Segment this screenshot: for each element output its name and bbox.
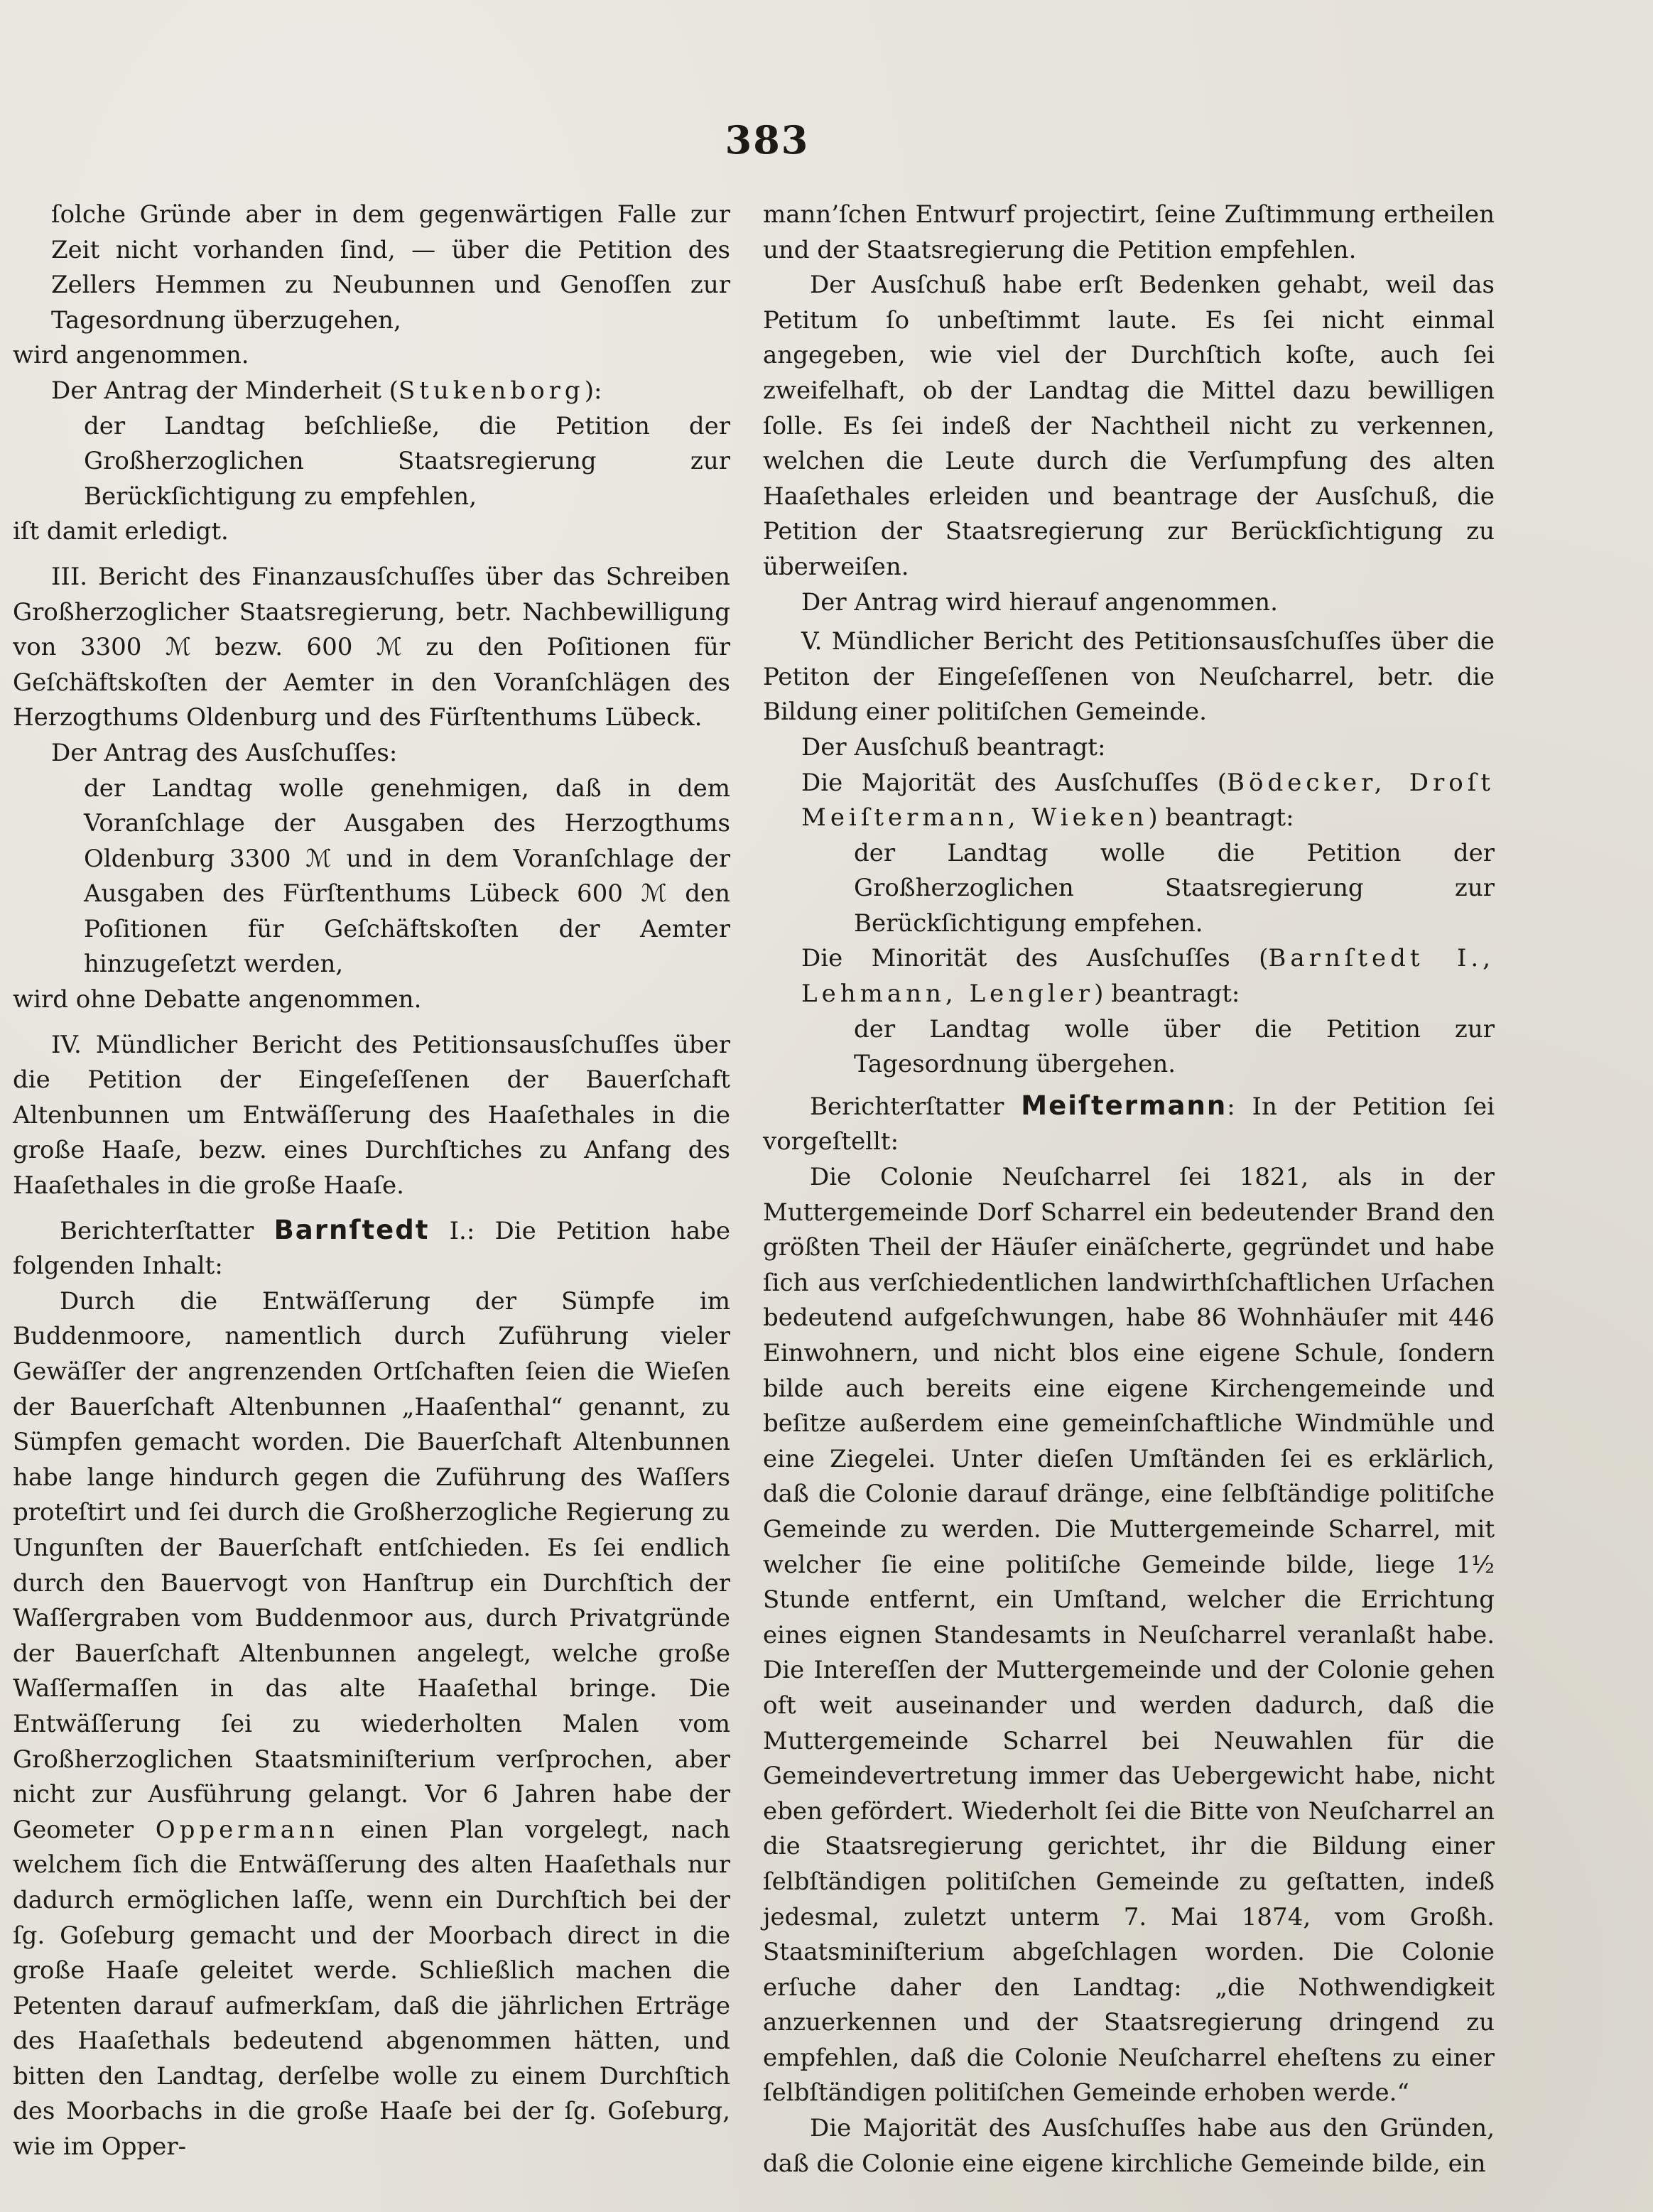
committee-motion-text: der Landtag wolle genehmigen, daß in dem Voranſchlage der Ausgaben des Herzogthums Oldenburg 3300 ℳ und in dem Voranſchlage der Ausgaben des Fürſtenthums Lübeck 600 ℳ den Poſitionen für Geſchäftskoſten der Aemter hinzugeſetzt werden, bbox=[84, 774, 730, 979]
section-heading-iv: IV. Mündlicher Bericht des Petitionsausſchuſſes über die Petition der Eingeſeſſenen der Bauerſchaft Altenbunnen um Entwäſſerung des Haaſethales in die große Haaſe, bezw. eines Durchſtiches zu Anfang des Haaſethales in die große Haaſe. bbox=[13, 1030, 730, 1200]
resolution-result: wird ohne Debatte angenommen. bbox=[13, 985, 422, 1014]
column-divider bbox=[748, 206, 749, 2174]
committee-motion-intro: Der Ausſchuß beantragt: bbox=[801, 732, 1106, 761]
minority-motion-text: der Landtag beſchließe, die Petition der Großherzoglichen Staatsregierung zur Berückſichtigung zu empfehlen, bbox=[84, 411, 730, 511]
majority-motion-text: der Landtag wolle die Petition der Großherzoglichen Staatsregierung zur Berückſichtigung empfehen. bbox=[854, 838, 1495, 938]
section-heading-iii: III. Bericht des Finanzausſchuſſes über das Schreiben Großherzoglicher Staatsregierung, betr. Nachbewilligung von 3300 ℳ bezw. 600 ℳ zu den Poſitionen für Geſchäftskoſten der Aemter in den Voranſchlägen des Herzogthums Oldenburg und des Fürſtenthums Lübeck. bbox=[13, 562, 730, 732]
majority-motion-intro: Die Majorität des Ausſchuſſes (Bödecker, Droſt Meiſtermann, Wieken) beantragt: bbox=[801, 768, 1495, 833]
minority-motion-intro: Der Antrag der Minderheit (Stukenborg): bbox=[51, 376, 602, 405]
petition-body: Die Colonie Neuſcharrel ſei 1821, als in der Muttergemeinde Dorf Scharrel ein bedeutender Brand den größten Theil der Häuſer einäſcherte, gegründet und habe ſich aus verſchiedentlichen landwirthſchaftlichen Urſachen bedeutend aufgeſchwungen, habe 86 Wohnhäuſer mit 446 Einwohnern, und nicht blos eine eigene Schule, ſondern bilde auch bereits eine eigene Kirchengemeinde und beſitze außerdem eine gemeinſchaftliche Windmühle und eine Ziegelei. Unter dieſen Umſtänden ſei es erklärlich, daß die Colonie darauf dränge, eine ſelbſtändige politiſche Gemeinde zu werden. Die Muttergemeinde Scharrel, mit welcher ſie eine politiſche Gemeinde bilde, liege 1½ Stunde entfernt, ein Umſtand, welcher die Errichtung eines eignen Standesamts in Neuſcharrel veranlaßt habe. Die Intereſſen der Muttergemeinde und der Colonie gehen oft weit auseinander und werden dadurch, daß die Muttergemeinde Scharrel bei Neuwahlen für die Gemeindevertretung immer das Uebergewicht habe, nicht eben gefördert. Wiederholt ſei die Bitte von Neuſcharrel an die Staatsregierung gerichtet, ihr die Bildung einer ſelbſtändigen politiſchen Gemeinde zu geſtatten, indeß jedesmal, zuletzt unterm 7. Mai 1874, vom Großh. Staatsminiſterium abgeſchlagen worden. Die Colonie erſuche daher den Landtag: „die Nothwendigkeit anzuerkennen und der Staatsregierung dringend zu empfehlen, daß die Colonie Neuſcharrel eheſtens zu einer ſelbſtändigen politiſchen Gemeinde erhoben werde.“ bbox=[763, 1163, 1495, 2108]
left-column bbox=[13, 197, 730, 2165]
resolution-result: iſt damit erledigt. bbox=[13, 517, 229, 546]
reporter-line: Berichterſtatter Meiſtermann: In der Petition ſei vorgeſtellt: bbox=[763, 1090, 1495, 1156]
right-column bbox=[763, 197, 1495, 2181]
page-number: 383 bbox=[725, 117, 810, 163]
resolution-result: Der Antrag wird hierauf angenommen. bbox=[801, 587, 1278, 617]
minority-motion-text: der Landtag wolle über die Petition zur Tagesordnung übergehen. bbox=[854, 1014, 1495, 1079]
surveyor-name: Oppermann bbox=[155, 1815, 339, 1844]
committee-report: Der Ausſchuß habe erſt Bedenken gehabt, weil das Petitum ſo unbeſtimmt laute. Es ſei nicht einmal angegeben, wie viel der Durchſtich koſte, auch ſei zweifelhaft, ob der Landtag die Mittel dazu bewilligen ſolle. Es ſei indeß der Nachtheil nicht zu verkennen, welchen die Leute durch die Verſumpfung des alten Haaſethales erleiden und beantrage der Ausſchuß, die Petition der Staatsregierung zur Berückſichtigung zu überweiſen. bbox=[763, 271, 1495, 581]
paragraph-continuation: ſolche Gründe aber in dem gegenwärtigen Falle zur Zeit nicht vorhanden ſind, — über die Petition des Zellers Hemmen zu Neubunnen und Genoſſen zur Tagesordnung überzugehen, bbox=[51, 200, 730, 335]
paragraph-continuation: mann’ſchen Entwurf projectirt, ſeine Zuſtimmung ertheilen und der Staatsregierung die Petition empfehlen. bbox=[763, 200, 1495, 264]
member-names: Barnſtedt I., Lehmann, Lengler bbox=[801, 944, 1495, 1009]
petition-body: Durch die Entwäſſerung der Sümpfe im Buddenmoore, namentlich durch Zuführung vieler Gewäſſer der angrenzenden Ortſchaften ſeien die Wieſen der Bauerſchaft Altenbunnen „Haaſenthal“ genannt, zu Sümpfen gemacht worden. Die Bauerſchaft Altenbunnen habe lange hindurch gegen die Zuführung des Waſſers proteſtirt und ſei durch die Großherzogliche Regierung zu Ungunſten der Bauerſchaft entſchieden. Es ſei endlich durch den Bauervogt von Hanſtrup ein Durchſtich der Waſſergraben vom Buddenmoor aus, durch Privatgründe der Bauerſchaft Altenbunnen angelegt, welche große Waſſermaſſen in das alte Haaſethal bringe. Die Entwäſſerung ſei zu wiederholten Malen vom Großherzoglichen Staatsminiſterium verſprochen, aber nicht zur Ausführung gelangt. Vor 6 Jahren habe der Geometer Oppermann einen Plan vorgelegt, nach welchem ſich die Entwäſſerung des alten Haaſethals nur dadurch ermöglichen laſſe, wenn ein Durchſtich bei der ſg. Goſeburg gemacht und der Moorbach direct in die große Haaſe geleitet werde. Schließlich machen die Petenten darauf aufmerkſam, daß die jährlichen Erträge des Haaſethals bedeutend abgenommen hätten, und bitten den Landtag, derſelbe wolle zu einem Durchſtich des Moorbachs in die große Haaſe bei der ſg. Goſeburg, wie im Opper- bbox=[13, 1286, 730, 2162]
member-names: Bödecker, Droſt Meiſtermann, Wieken bbox=[801, 768, 1495, 833]
minority-motion-intro: Die Minorität des Ausſchuſſes (Barnſtedt I., Lehmann, Lengler) beantragt: bbox=[801, 944, 1495, 1009]
committee-motion-intro: Der Antrag des Ausſchuſſes: bbox=[51, 738, 398, 767]
resolution-result: wird angenommen. bbox=[13, 341, 249, 370]
section-heading-v: V. Mündlicher Bericht des Petitionsausſchuſſes über die Petiton der Eingeſeſſenen von Neuſcharrel, betr. die Bildung einer politiſchen Gemeinde. bbox=[763, 627, 1495, 727]
reporter-name: Barnſtedt bbox=[273, 1214, 430, 1245]
member-name: Stukenborg bbox=[398, 376, 585, 405]
committee-report: Die Majorität des Ausſchuſſes habe aus den Gründen, daß die Colonie eine eigene kirchliche Gemeinde bilde, ein bbox=[763, 2114, 1495, 2178]
reporter-name: Meiſtermann bbox=[1021, 1090, 1227, 1121]
reporter-line: Berichterſtatter Barnſtedt I.: Die Petition habe folgenden Inhalt: bbox=[13, 1214, 730, 1281]
